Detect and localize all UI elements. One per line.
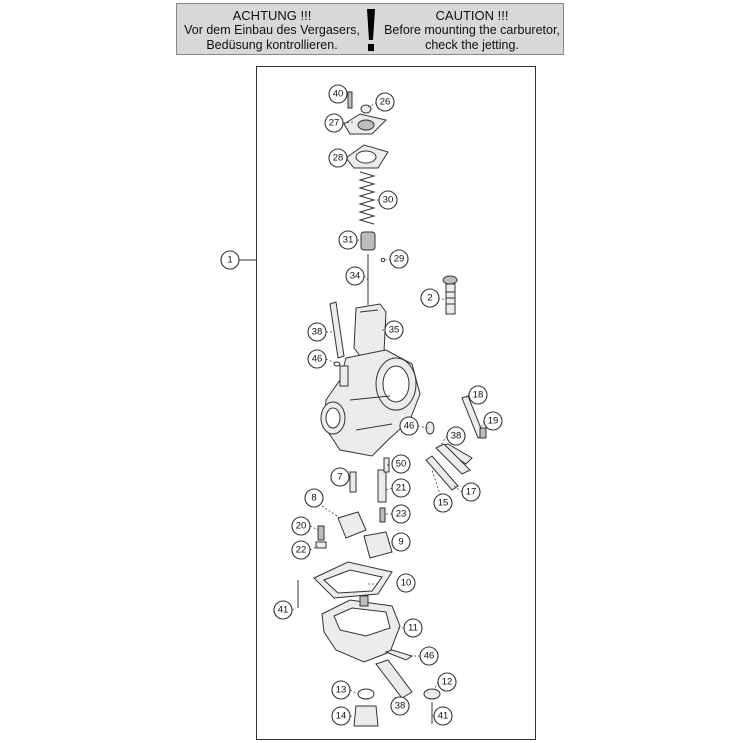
notice-german-title: ACHTUNG !!! — [232, 8, 312, 23]
callout-28 — [329, 149, 347, 167]
svg-text:29: 29 — [393, 253, 405, 265]
svg-text:1: 1 — [227, 254, 233, 266]
callout-38-upper — [308, 323, 326, 341]
svg-text:8: 8 — [311, 492, 317, 504]
svg-text:30: 30 — [382, 194, 394, 206]
notice-german-line-1: Vor dem Einbau des Vergasers, — [184, 23, 360, 37]
callout-46-lower — [420, 647, 438, 665]
svg-text:10: 10 — [400, 577, 412, 589]
svg-text:38: 38 — [311, 326, 323, 338]
tube-upper — [330, 302, 344, 358]
svg-text:9: 9 — [398, 536, 404, 548]
svg-text:21: 21 — [395, 482, 407, 494]
svg-text:27: 27 — [328, 117, 340, 129]
callout-19 — [484, 412, 502, 430]
callout-38-right — [447, 427, 465, 445]
callout-46-right — [400, 417, 418, 435]
callout-20 — [292, 517, 310, 535]
slide-spring — [360, 172, 374, 224]
callout-31 — [339, 231, 357, 249]
notice-english-title: CAUTION !!! — [435, 8, 509, 23]
svg-text:46: 46 — [311, 353, 323, 365]
callout-29 — [390, 250, 408, 268]
callout-46-upper — [308, 350, 326, 368]
svg-text:38: 38 — [450, 430, 462, 442]
svg-text:50: 50 — [395, 458, 407, 470]
callout-22 — [292, 541, 310, 559]
svg-text:22: 22 — [295, 544, 307, 556]
svg-text:38: 38 — [394, 700, 406, 712]
callout-21 — [392, 479, 410, 497]
callout-26 — [376, 93, 394, 111]
svg-text:41: 41 — [437, 710, 449, 722]
callout-23 — [392, 505, 410, 523]
callout-7 — [331, 468, 349, 486]
callout-8 — [305, 489, 323, 507]
svg-text:12: 12 — [441, 676, 453, 688]
svg-text:2: 2 — [427, 292, 433, 304]
callout-41-right — [434, 707, 452, 725]
callout-12 — [438, 673, 456, 691]
svg-text:23: 23 — [395, 508, 407, 520]
svg-text:19: 19 — [487, 415, 499, 427]
callout-9 — [392, 533, 410, 551]
callout-50 — [392, 455, 410, 473]
svg-text:41: 41 — [277, 604, 289, 616]
callout-34 — [346, 267, 364, 285]
callout-15 — [434, 494, 452, 512]
svg-text:35: 35 — [388, 324, 400, 336]
callout-41-left — [274, 601, 292, 619]
svg-text:15: 15 — [437, 497, 449, 509]
svg-text:26: 26 — [379, 96, 391, 108]
svg-text:7: 7 — [337, 471, 343, 483]
callout-35 — [385, 321, 403, 339]
callout-18 — [469, 386, 487, 404]
callout-11 — [404, 619, 422, 637]
callout-14 — [332, 707, 350, 725]
svg-text:13: 13 — [335, 684, 347, 696]
svg-text:17: 17 — [465, 486, 477, 498]
callout-10 — [397, 574, 415, 592]
svg-text:40: 40 — [332, 88, 344, 100]
callout-2 — [421, 289, 439, 307]
callout-13 — [332, 681, 350, 699]
callout-17 — [462, 483, 480, 501]
callout-40 — [329, 85, 347, 103]
svg-text:18: 18 — [472, 389, 484, 401]
notice-english-line-2: check the jetting. — [425, 38, 519, 52]
callout-1 — [221, 251, 239, 269]
svg-text:46: 46 — [403, 420, 415, 432]
svg-text:34: 34 — [349, 270, 361, 282]
callout-27 — [325, 114, 343, 132]
callout-38-lower — [391, 697, 409, 715]
needle-parts — [361, 232, 385, 305]
svg-text:14: 14 — [335, 710, 347, 722]
throttle-slide — [354, 304, 386, 356]
callout-30 — [379, 191, 397, 209]
svg-text:20: 20 — [295, 520, 307, 532]
notice-english-line-1: Before mounting the carburetor, — [384, 23, 560, 37]
idle-screw — [443, 276, 457, 314]
svg-text:46: 46 — [423, 650, 435, 662]
svg-text:31: 31 — [342, 234, 354, 246]
svg-text:28: 28 — [332, 152, 344, 164]
notice-german-line-2: Bedüsung kontrollieren. — [206, 38, 338, 52]
svg-text:11: 11 — [408, 622, 418, 634]
